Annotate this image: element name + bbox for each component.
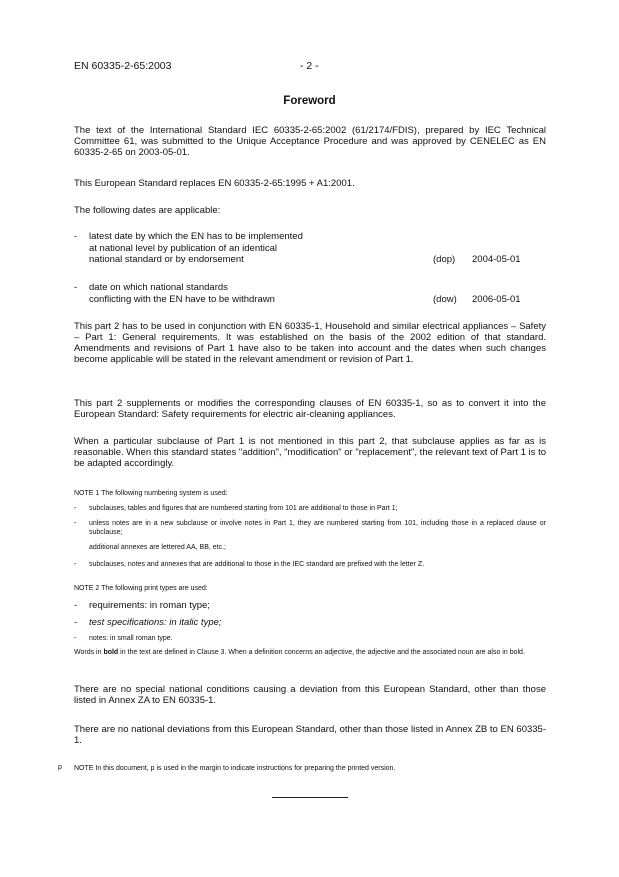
list-bullet: - (74, 231, 78, 242)
date-item-dow (89, 282, 429, 305)
print-type-small: notes: in small roman type. (89, 635, 173, 642)
list-bullet: - (74, 282, 78, 293)
list-bullet: - (74, 561, 77, 568)
date-item-line: national standard or by endorsement (89, 254, 244, 265)
bold-note-text: in the text are defined in Clause 3. When a definition concerns an adjective, the adjective and the associated noun are also in bold. (118, 649, 525, 656)
list-bullet: - (74, 600, 78, 611)
bold-note-text: Words in (74, 649, 104, 656)
note-1-item: unless notes are in a new subclause or involve notes in Part 1, they are numbered starting from 101, including those in a replaced clause or subclause; (89, 520, 546, 536)
date-value: 2006-05-01 (472, 294, 521, 305)
closing-paragraph-7: There are no special national conditions causing a deviation from this European Standard, other than those listed in Annex ZA to EN 60335-1. (74, 684, 546, 706)
date-item-line: conflicting with the EN have to be withdrawn (89, 293, 275, 305)
note-1-item: subclauses, notes and annexes that are additional to those in the IEC standard are prefixed with the letter Z. (89, 561, 425, 568)
body-paragraph-4: This part 2 has to be used in conjunction with EN 60335-1, Household and similar electrical appliances – Safety – Part 1: General requirements. It was established on the basis of the 2002 edition of that standard. Amendments and revisions of Part 1 have also to be taken into account and the dates when such changes become applicable will be stated in the relevant amendment or revision of Part 1. (74, 321, 546, 365)
body-paragraph-6: When a particular subclause of Part 1 is not mentioned in this part 2, that subclause applies as far as is reasonable. When this standard states "addition", "modification" or "replacement", the relevant text of Part 1 is to be adapted accordingly. (74, 436, 546, 469)
list-bullet: - (74, 617, 78, 628)
margin-marker: p (58, 764, 62, 771)
print-type-italic: test specifications: in italic type; (89, 617, 222, 628)
bold-note-word: bold (103, 649, 119, 656)
intro-paragraph-2: This European Standard replaces EN 60335-2-65:1995 + A1:2001. (74, 178, 355, 189)
page-number: - 2 - (300, 60, 319, 72)
note-2-heading: NOTE 2 The following print types are used: (74, 585, 208, 592)
date-value: 2004-05-01 (472, 254, 521, 265)
note-1-item: additional annexes are lettered AA, BB, etc.; (89, 544, 226, 551)
date-item-line: latest date by which the EN has to be implemented (89, 231, 303, 242)
date-item-dop (89, 231, 429, 266)
final-note: NOTE In this document, p is used in the margin to indicate instructions for preparing the printed version. (74, 765, 396, 772)
list-bullet: - (74, 520, 77, 527)
list-bullet: - (74, 505, 77, 512)
date-code: (dop) (433, 254, 456, 265)
body-paragraph-5: This part 2 supplements or modifies the corresponding clauses of EN 60335-1, so as to convert it into the European Standard: Safety requirements for electric air-cleaning appliances. (74, 398, 546, 420)
intro-paragraph-3: The following dates are applicable: (74, 205, 221, 216)
end-rule (272, 797, 348, 798)
page-title: Foreword (283, 95, 336, 107)
note-1-item: subclauses, tables and figures that are numbered starting from 101 are additional to those in Part 1; (89, 505, 398, 512)
date-code: (dow) (433, 294, 457, 305)
doc-id: EN 60335-2-65:2003 (74, 60, 172, 72)
date-item-line: at national level by publication of an identical (89, 242, 278, 254)
date-item-line: date on which national standards (89, 282, 228, 293)
bold-definition-note (74, 648, 546, 657)
list-bullet: - (74, 635, 77, 642)
intro-paragraph-1: The text of the International Standard IEC 60335-2-65:2002 (61/2174/FDIS), prepared by IEC Technical Committee 61, was submitted to the Unique Acceptance Procedure and was approved by CENELEC as EN 60335-2-65 on 2003-05-01. (74, 125, 546, 158)
note-1-heading: NOTE 1 The following numbering system is used: (74, 490, 228, 497)
closing-paragraph-8: There are no national deviations from this European Standard, other than those listed in Annex ZB to EN 60335-1. (74, 724, 546, 746)
print-type-roman: requirements: in roman type; (89, 600, 210, 611)
